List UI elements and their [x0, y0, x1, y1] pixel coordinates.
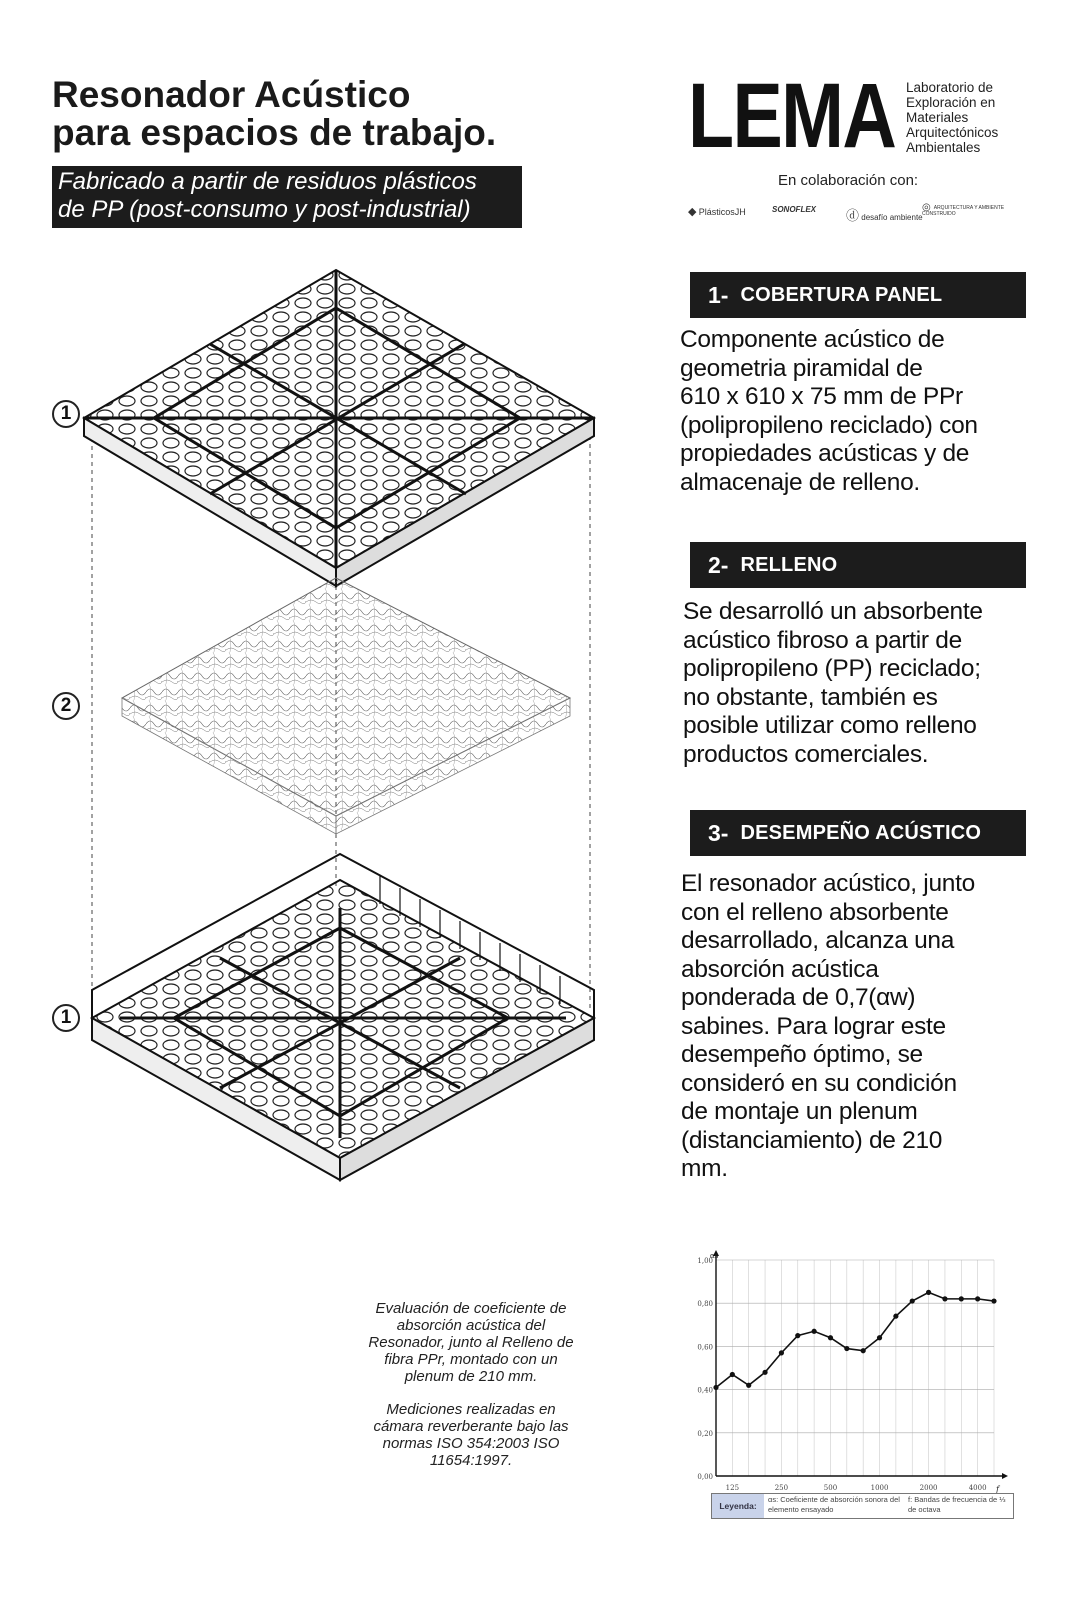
chart-legend: [711, 1493, 1014, 1519]
x-tick-label: 125: [725, 1484, 740, 1492]
data-point: [861, 1348, 866, 1353]
base-tray: [92, 854, 594, 1180]
x-tick-label: 1000: [870, 1484, 889, 1492]
leaf-icon: ⓓ: [846, 208, 860, 223]
x-tick-label: 500: [823, 1484, 838, 1492]
body-line: Componente acústico de: [680, 326, 945, 353]
legend-entry-alpha: αs: Coeficiente de absorción sonora del elemento ensayado: [768, 1495, 900, 1514]
logo-line: Materiales: [906, 110, 969, 125]
partner-logo-arquitectura: [922, 202, 1022, 217]
data-point: [942, 1296, 947, 1301]
data-point: [910, 1298, 915, 1303]
absorption-chart-svg: [694, 1248, 1026, 1493]
section-3-header: [690, 810, 1026, 856]
data-point: [730, 1372, 735, 1377]
partner-name: desafío ambiente: [861, 213, 923, 222]
body-line: desarrollado, alcanza una: [681, 927, 955, 954]
body-line: acústico fibroso a partir de: [683, 626, 962, 654]
caption-line: Mediciones realizadas en: [386, 1401, 556, 1418]
partner-logo-sonoflex: SONOFLEX: [772, 205, 817, 214]
data-point: [812, 1329, 817, 1334]
caption-line: absorción acústica del: [396, 1317, 546, 1334]
partner-logo-plasticosjh: [688, 205, 746, 218]
body-line: almacenaje de relleno.: [680, 468, 920, 496]
body-line: El resonador acústico, junto: [681, 870, 975, 897]
body-line: de montaje un plenum: [681, 1098, 918, 1125]
lema-logo: LEMA: [688, 65, 896, 167]
data-point: [877, 1335, 882, 1340]
section-number: 1-: [708, 281, 729, 308]
section-number: 2-: [708, 551, 729, 578]
data-point: [828, 1335, 833, 1340]
part-marker-1-bottom: 1: [52, 1004, 80, 1032]
y-tick-label: 1,00: [697, 1257, 713, 1265]
y-tick-label: 0,20: [697, 1429, 713, 1438]
logo-line: Exploración en: [906, 95, 996, 110]
data-point: [991, 1298, 996, 1303]
body-line: consideró en su condición: [681, 1069, 957, 1097]
body-line: 610 x 610 x 75 mm de PPr: [680, 383, 963, 410]
y-tick-label: 0,40: [697, 1386, 713, 1395]
x-tick-label: 250: [774, 1484, 789, 1492]
collaboration-label: En colaboración con:: [778, 172, 919, 189]
y-tick-label: 0,80: [697, 1300, 713, 1309]
logo-line: Ambientales: [906, 140, 981, 155]
exploded-isometric-drawing: [50, 268, 610, 1188]
body-line: absorción acústica: [681, 955, 879, 983]
legend-entry-frequency: f: Bandas de frecuencia de ⅓ de octava: [908, 1495, 1006, 1514]
logo-line: Laboratorio de: [906, 80, 994, 95]
caption-line: plenum de 210 mm.: [404, 1368, 538, 1385]
data-point: [844, 1346, 849, 1351]
body-line: desempeño óptimo, se: [681, 1041, 923, 1068]
data-point: [975, 1296, 980, 1301]
fiber-filling: [122, 578, 570, 834]
data-point: [893, 1314, 898, 1319]
body-line: ponderada de 0,7(αw): [681, 984, 916, 1011]
x-axis-arrow: [1002, 1473, 1008, 1479]
title-line-2: para espacios de trabajo.: [52, 112, 497, 153]
caption-line: Evaluación de coeficiente de: [375, 1300, 567, 1317]
legend-label: Leyenda:: [712, 1494, 764, 1518]
partner-name: PlásticosJH: [698, 207, 746, 217]
subtitle-line-1: Fabricado a partir de residuos plásticos: [58, 168, 477, 195]
caption-line: cámara reverberante bajo las: [373, 1418, 569, 1435]
body-line: mm.: [681, 1155, 728, 1182]
section-2-header: [690, 542, 1026, 588]
data-point: [779, 1350, 784, 1355]
seal-icon: ◎: [922, 202, 931, 213]
partner-logos: [688, 202, 1028, 231]
partner-name: ARQUITECTURA Y AMBIENTE CONSTRUIDO: [922, 205, 1005, 217]
page-title: [52, 76, 612, 152]
x-tick-label: 2000: [919, 1484, 938, 1492]
section-title: COBERTURA PANEL: [740, 283, 943, 306]
caption-line: normas ISO 354:2003 ISO: [382, 1435, 560, 1452]
body-line: propiedades acústicas y de: [680, 440, 970, 467]
y-axis-label: αs: [710, 1252, 719, 1260]
caption-line: 11654:1997.: [429, 1452, 513, 1469]
logo-line: Arquitectónicos: [906, 125, 999, 140]
series-line: [716, 1292, 994, 1387]
body-line: sabines. Para lograr este: [681, 1012, 946, 1040]
cover-panel: [84, 270, 594, 586]
x-tick-label: 4000: [968, 1484, 987, 1492]
data-point: [746, 1383, 751, 1388]
section-number: 3-: [708, 819, 729, 846]
section-title: DESEMPEÑO ACÚSTICO: [740, 821, 982, 844]
body-line: (polipropileno reciclado) con: [680, 411, 978, 439]
data-point: [762, 1370, 767, 1375]
data-point: [713, 1385, 718, 1390]
body-line: productos comerciales.: [683, 740, 929, 768]
body-line: polipropileno (PP) reciclado;: [683, 655, 981, 682]
y-tick-label: 0,60: [697, 1343, 713, 1352]
y-tick-label: 0,00: [697, 1473, 713, 1481]
body-line: posible utilizar como relleno: [683, 712, 977, 739]
partner-logo-desafio: [846, 205, 923, 224]
section-title: RELLENO: [740, 553, 838, 576]
body-line: (distanciamiento) de 210: [681, 1126, 943, 1154]
chart-caption: [346, 1300, 596, 1485]
caption-line: fibra PPr, montado con un: [384, 1351, 558, 1368]
subtitle-banner: [52, 166, 522, 228]
part-marker-2: 2: [52, 692, 80, 720]
caption-paragraph-2: [346, 1401, 596, 1469]
isometric-illustration: [50, 268, 610, 1188]
body-line: geometria piramidal de: [680, 354, 923, 382]
data-point: [959, 1296, 964, 1301]
section-1-header: [690, 272, 1026, 318]
subtitle-line-2: de PP (post-consumo y post-industrial): [58, 196, 471, 223]
section-2-body: [683, 598, 1033, 769]
x-axis-label: f: [996, 1485, 999, 1493]
absorption-chart: [694, 1248, 1026, 1518]
caption-line: Resonador, junto al Relleno de: [368, 1334, 574, 1351]
caption-paragraph-1: [346, 1300, 596, 1385]
data-point: [795, 1333, 800, 1338]
body-line: no obstante, también es: [683, 683, 938, 711]
diamond-icon: ◆: [688, 206, 697, 218]
title-line-1: Resonador Acústico: [52, 74, 411, 115]
section-1-body: [680, 326, 1030, 497]
body-line: Se desarrolló un absorbente: [683, 598, 983, 625]
data-point: [926, 1290, 931, 1295]
section-3-body: [681, 870, 1031, 1184]
body-line: con el relleno absorbente: [681, 898, 949, 926]
lema-logo-description: [906, 80, 998, 155]
part-marker-1-top: 1: [52, 400, 80, 428]
